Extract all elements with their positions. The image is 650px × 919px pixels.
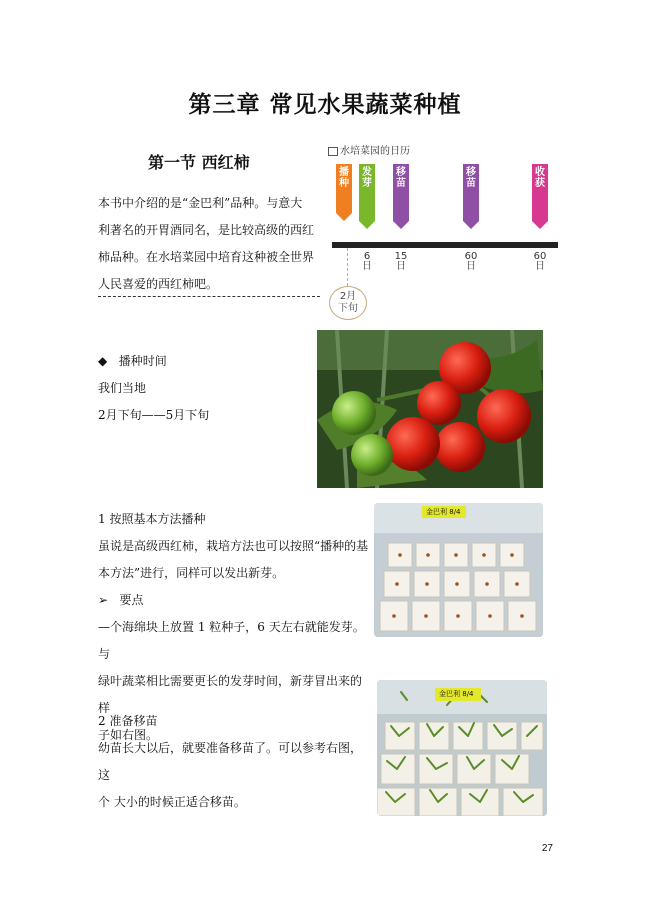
seed-sponge-photo <box>374 503 543 637</box>
step2-block <box>98 708 370 816</box>
flag-germination: 发芽 <box>359 164 375 221</box>
timeline-bar <box>332 242 558 248</box>
intro-line: 人民喜爱的西红柿吧。 <box>98 277 219 291</box>
day-label: 15 日 <box>394 251 408 272</box>
flag-transplant-2: 移苗 <box>463 164 479 221</box>
day-label: 60 日 <box>533 251 547 272</box>
sowing-heading: ◆ 播种时间 <box>98 354 167 368</box>
point-line: —个海绵块上放置 1 粒种子，6 天左右就能发芽。与 <box>98 620 365 661</box>
flag-sowing: 播种 <box>336 164 352 213</box>
diamond-bullet-icon: ◆ <box>98 354 108 368</box>
section-title: 第一节 西红柿 <box>148 153 250 172</box>
seed-label-tag: 金巴利 8/4 <box>426 508 461 516</box>
chapter-title: 第三章 常见水果蔬菜种植 <box>188 92 462 118</box>
arrow-bullet-icon: ➢ <box>98 593 109 607</box>
step2-heading: 2 准备移苗 <box>98 714 158 728</box>
sowing-time-block <box>98 348 209 429</box>
dashed-divider <box>98 296 320 297</box>
intro-line: 利著名的开胃酒同名，是比较高级的西红 <box>98 223 315 237</box>
sowing-line: 我们当地 <box>98 381 147 395</box>
seedling-photo <box>377 680 547 816</box>
calendar-icon <box>328 147 338 156</box>
step2-line: 个 大小的时候正适合移苗。 <box>98 795 246 809</box>
step2-line: 幼苗长大以后，就要准备移苗了。可以参考右图，这 <box>98 741 363 782</box>
intro-line: 柿品种。在水培菜园中培育这种被全世界 <box>98 250 315 264</box>
intro-line: 本书中介绍的是“金巴利”品种。与意大 <box>98 196 303 210</box>
step1-heading: 1 按照基本方法播种 <box>98 512 206 526</box>
step1-line: 本方法”进行，同样可以发出新芽。 <box>98 566 285 580</box>
flag-transplant-1: 移苗 <box>393 164 409 221</box>
intro-paragraph <box>98 190 323 298</box>
tomato-photo <box>317 330 543 488</box>
growing-calendar <box>322 138 557 318</box>
flag-harvest: 收获 <box>532 164 548 221</box>
point-line: 子如右图。 <box>98 728 159 742</box>
day-label: 60 日 <box>464 251 478 272</box>
page-number: 27 <box>541 843 553 854</box>
day-label: 6 日 <box>362 251 372 272</box>
sowing-line: 2月下旬——5月下旬 <box>98 408 210 422</box>
calendar-title: 水培菜园的日历 <box>328 142 410 157</box>
step1-line: 虽说是高级西红柿，栽培方法也可以按照“播种的基 <box>98 539 369 553</box>
point-line: 绿叶蔬菜相比需要更长的发芽时间，新芽冒出来的样 <box>98 674 363 715</box>
seedling-label-tag: 金巴利 8/4 <box>439 690 474 698</box>
point-heading: ➢ 要点 <box>98 593 144 607</box>
month-badge: 2月 下旬 <box>329 286 367 320</box>
month-connector <box>347 248 348 286</box>
